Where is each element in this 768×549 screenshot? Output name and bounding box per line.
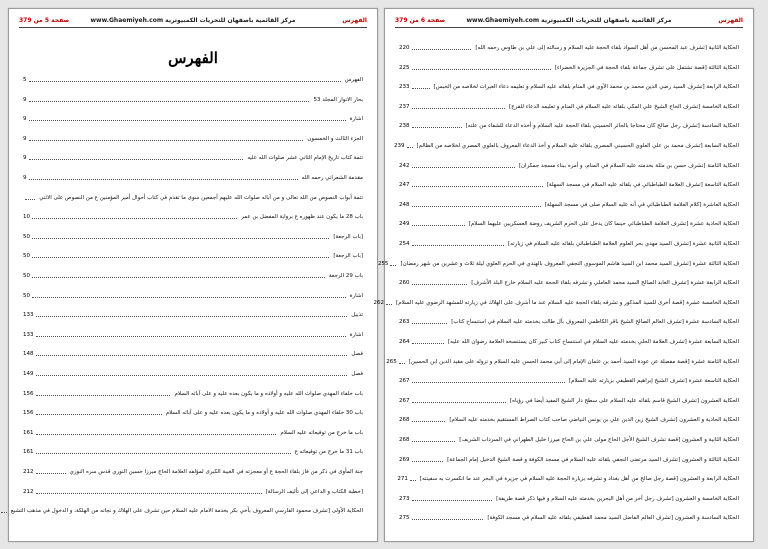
toc-entry[interactable] xyxy=(23,371,363,378)
dot-leader xyxy=(36,453,291,454)
toc-entry[interactable] xyxy=(399,417,739,424)
toc-entry-page: 269 xyxy=(399,456,410,463)
dot-leader xyxy=(412,108,506,109)
toc-entry-page: 156 xyxy=(23,390,34,397)
site-name: مركز القائمية باصفهان للتحريات الكمبيوترية www.Ghaemiyeh.com xyxy=(466,17,672,24)
dot-leader xyxy=(29,101,310,102)
dot-leader xyxy=(412,519,484,520)
dot-leader xyxy=(29,120,346,121)
toc-entry-page: 265 xyxy=(386,358,397,365)
toc-entry-title: الحكاية الحادية و العشرون [تشرف الشيخ زين الدين علي بن يونس البياضي صاحب كتاب الصراط المستقيم بخدمته عليه السلام] xyxy=(449,417,739,424)
toc-entry-title: باب ما خرج من توقيعاته عليه السلام xyxy=(280,429,363,436)
toc-entry-title: فصل xyxy=(351,351,363,358)
toc-entry-page: 212 xyxy=(23,488,34,495)
toc-entry-page: 149 xyxy=(23,371,34,377)
toc-entry-title: الحكاية الثامنة [تشرف حسن بن مثلة بخدمته عليه السلام في المنام، و أمره ببناء مسجد جمكران] xyxy=(518,162,739,169)
toc-entry-page: 247 xyxy=(399,182,410,189)
toc-entry-page: 268 xyxy=(399,437,410,443)
toc-entry[interactable] xyxy=(23,195,363,202)
dot-leader xyxy=(412,69,551,70)
dot-leader xyxy=(412,167,515,168)
toc-entry-page: 220 xyxy=(399,45,410,51)
toc-entry-page: 10 xyxy=(23,214,30,221)
toc-entry[interactable] xyxy=(399,496,739,503)
toc-entry-page: 248 xyxy=(399,201,410,208)
toc-entry-title: الحكاية السابعة [تشرف محمد بن علي العلوي الحسيني المصري بلقائه عليه السلام و أخذ الدعاء المعروف بالعلوي المصري لخلاصه من الظالم] xyxy=(416,143,739,149)
toc-entry-page: 9 xyxy=(23,116,27,123)
toc-entry-title: تتمة كتاب تاريخ الإمام الثاني عشر صلوات الله عليه xyxy=(247,155,363,162)
toc-entry[interactable] xyxy=(23,410,363,417)
toc-entry[interactable] xyxy=(399,398,739,405)
toc-entry-page: 268 xyxy=(399,417,410,424)
toc-entry-title: الحكاية العاشرة [كلام العلامة الطباطبائي في أنه عليه السلام صلى في مسجد السهلة] xyxy=(544,201,739,208)
dot-leader xyxy=(29,159,244,160)
dot-leader xyxy=(36,395,171,396)
page-title: الفهرس xyxy=(168,49,218,67)
toc-entry-page: 50 xyxy=(23,292,30,299)
dot-leader xyxy=(36,473,66,474)
toc-entry-title: الحكاية الخامسة و العشرون [تشرف رجل آخر من أهل البحرين بخدمته عليه السلام و فيها ذكر قصة طريفة] xyxy=(496,495,739,502)
dot-leader xyxy=(36,355,348,356)
dot-leader xyxy=(29,140,304,141)
toc-entry[interactable] xyxy=(399,378,739,385)
dot-leader xyxy=(412,343,445,344)
toc-entry[interactable] xyxy=(399,339,739,346)
page-left xyxy=(8,8,378,542)
toc-entry-title: تتمة أبواب النصوص من الله تعالى و من آبائه صلوات الله عليهم أجمعين سوى ما تقدم في كتاب أحوال أمير المؤمنين ع من النصوص على الاثني xyxy=(39,194,363,201)
site-name: مركز القائمية باصفهان للتحريات الكمبيوترية www.Ghaemiyeh.com xyxy=(90,17,296,24)
toc-entry-page: 50 xyxy=(23,233,30,240)
toc-entry-title: الحكاية الثامنة عشرة [قصة مفصلة عن عودة السيد أحمد بن عثمان الإمام إلى أبي محمد الحسن عليه السلام و نزوله على مقيد الدين ابن الحسين] xyxy=(408,358,739,365)
toc-entry-title: الحكاية الثالثة [قصة تشتمل على تشرف جماعة بلقاء الحجة في الجزيرة الخضراء] xyxy=(554,64,739,71)
toc-entry-title: الحكاية الثانية و العشرون [قصة تشرف الشيخ الأجل الحاج مولى علي بن الحاج ميرزا خليل الطهراني في السرداب الشريف] xyxy=(459,437,739,443)
dot-leader xyxy=(399,363,405,364)
toc-entry-page: 267 xyxy=(399,397,410,404)
toc-entry[interactable] xyxy=(399,123,739,130)
toc-entry[interactable] xyxy=(399,182,739,189)
toc-entry-title: تذييل xyxy=(351,312,363,319)
toc-entry[interactable] xyxy=(23,449,363,456)
toc-entry[interactable] xyxy=(23,97,363,104)
toc-entry-title: جنة المأوى في ذكر من فاز بلقاء الحجة ع أو معجزته في الغيبة الكبرى لمؤلفه العلامة الحاج ميرزا حسين النوري قدس سره النوري xyxy=(69,469,363,475)
toc-entry[interactable] xyxy=(399,45,739,52)
toc-entry[interactable] xyxy=(23,293,363,300)
toc-entry-title: مقدمة الشعراني رحمه الله xyxy=(301,175,363,181)
toc-entry[interactable] xyxy=(23,351,363,358)
dot-leader xyxy=(25,199,35,200)
dot-leader xyxy=(36,336,346,337)
toc-entry-title: باب 31 ما خرج من توقيعاته ع xyxy=(294,449,363,456)
toc-entry-title: الحكاية السادسة عشرة [تشرف العالم الصالح الشيخ باقر الكاظمي المعروف بآل طالب بخدمته عليه السلام في استنساخ كتاب] xyxy=(451,319,739,326)
toc-entry-page: 267 xyxy=(399,378,410,385)
toc-entry-page: 9 xyxy=(23,155,27,162)
toc-entry-page: 233 xyxy=(399,84,410,91)
toc-entry-title: بحار الانوار المجلد 53 xyxy=(313,96,363,103)
dot-leader xyxy=(412,88,430,89)
toc-list xyxy=(10,9,363,541)
toc-entry-title: الحكاية السادسة [تشرف رجل صالح كان محتاجا بالحائر الحسيني بلقاء الحجة عليه السلام و أخذه الدعاء للشفاء من علته] xyxy=(465,123,739,130)
toc-entry[interactable] xyxy=(399,65,739,72)
dot-leader xyxy=(32,297,346,298)
toc-entry-page: 50 xyxy=(23,273,30,279)
toc-entry-page: 9 xyxy=(23,175,27,181)
dot-leader xyxy=(412,284,468,285)
toc-entry-title: باب 28 ما يكون عند ظهوره ع برواية المفضل بن عمر xyxy=(241,214,363,221)
toc-entry-page: 275 xyxy=(399,515,410,522)
toc-entry-title: الحكاية الأولى [تشرف محمود الفارسي المعروف بأخي بكر بخدمة الامام عليه السلام حين تشرف على الهلاك و نجاته من الهلكة، و الدخول في مذهب التشيع xyxy=(10,508,363,515)
dot-leader xyxy=(412,206,541,207)
toc-entry[interactable] xyxy=(394,143,739,150)
toc-entry-page: 161 xyxy=(23,449,34,456)
toc-entry-page: 264 xyxy=(399,339,410,345)
toc-entry[interactable] xyxy=(23,234,363,241)
dot-leader xyxy=(29,179,298,180)
toc-list xyxy=(373,9,739,541)
toc-entry-title: الحكاية العشرون [تشرف الشيخ قاسم بلقائه عليه السلام على سطح دار الشيخ المفيد أيضا في رؤياه] xyxy=(510,397,739,404)
toc-entry-title: الجزء الثالث و الخمسون xyxy=(307,135,363,142)
page-number: صفحة 6 من 379 xyxy=(395,17,446,24)
toc-entry[interactable] xyxy=(399,104,739,111)
toc-entry-page: 249 xyxy=(399,221,410,228)
toc-entry-title: الحكاية الثالثة و العشرون [تشرف السيد مرتضى النجفي بلقائه عليه السلام في مسجد الكوفة و قصة الشيخ الدخيل إمام الجماعة] xyxy=(447,456,739,463)
dot-leader xyxy=(412,245,505,246)
toc-entry[interactable] xyxy=(399,84,739,91)
toc-entry[interactable] xyxy=(23,332,363,339)
toc-entry-page: 242 xyxy=(399,162,410,169)
dot-leader xyxy=(412,402,507,403)
toc-entry[interactable] xyxy=(23,77,363,84)
toc-entry[interactable] xyxy=(399,241,739,248)
toc-entry-title: باب خلفاء المهدي صلوات الله عليه و أولاده و ما يكون بعده عليه و على آبائه السلام xyxy=(174,390,363,397)
dot-leader xyxy=(412,225,465,226)
toc-entry-title: الحكاية الثانية [تشرف عبد المحسن من أهل السواد بلقاء الحجة عليه السلام و رسالته إلى علي بن طاوس رحمه الله] xyxy=(475,45,739,51)
toc-entry[interactable] xyxy=(399,202,739,209)
toc-entry-title: الحكاية السادسة و العشرون [تشرف العالم الفاضل السيد محمد القطيفي بلقائه عليه السلام في مسجد الكوفة] xyxy=(487,515,739,522)
dot-leader xyxy=(36,375,348,376)
toc-entry-title: الحكاية الرابعة عشرة [تشرف العابد الصالح السيد محمد العاملي و تشرفه بلقاء الحجة عليه السلام خارج البلد الأشرف] xyxy=(471,280,739,287)
dot-leader xyxy=(36,414,162,415)
toc-entry-page: 133 xyxy=(23,312,34,319)
toc-entry[interactable] xyxy=(399,437,739,444)
toc-entry-title: الحكاية التاسعة [تشرف العلامة الطباطبائي في بلقائه عليه السلام في مسجد السهلة] xyxy=(546,182,739,189)
toc-entry[interactable] xyxy=(399,457,739,464)
toc-entry-page: 212 xyxy=(23,469,34,475)
toc-entry-title: فصل xyxy=(351,371,363,377)
toc-entry-title: [باب الرجعة] xyxy=(333,253,363,260)
dot-leader xyxy=(32,218,237,219)
dot-leader xyxy=(412,500,493,501)
dot-leader xyxy=(1,512,7,513)
toc-entry-page: 238 xyxy=(399,123,410,130)
toc-entry[interactable] xyxy=(399,515,739,522)
toc-entry[interactable] xyxy=(23,136,363,143)
toc-entry[interactable] xyxy=(23,312,363,319)
toc-entry[interactable] xyxy=(10,508,363,515)
toc-entry[interactable] xyxy=(399,319,739,326)
toc-entry-title: الحكاية السابعة عشرة [تشرف العلامة الحلي بخدمته عليه السلام في استنساخ كتاب كبير كان يستنسخه العلامة رضوان الله عليه] xyxy=(448,339,739,345)
toc-entry[interactable] xyxy=(399,476,739,483)
dot-leader xyxy=(386,304,392,305)
dot-leader xyxy=(390,265,396,266)
toc-entry-title: اشارة xyxy=(349,116,363,123)
toc-entry-title: الحكاية التاسعة عشرة [تشرف الشيخ إبراهيم القطيفي بزيارته عليه السلام] xyxy=(568,378,739,385)
toc-entry[interactable] xyxy=(23,273,363,280)
toc-entry-title: الحكاية الرابعة [تشرف السيد رضي الدين محمد بن محمد الآوي في المنام بلقائه عليه السلام و تعليمه دعاء العبرات لخلاصه من الحبس] xyxy=(433,84,739,91)
toc-entry[interactable] xyxy=(23,253,363,260)
toc-entry[interactable] xyxy=(23,391,363,398)
toc-entry[interactable] xyxy=(377,260,739,268)
dot-leader xyxy=(32,238,329,239)
toc-entry[interactable] xyxy=(23,469,363,476)
dot-leader xyxy=(412,323,448,324)
toc-entry-page: 273 xyxy=(399,495,410,502)
toc-entry-title: الحكاية الحادية عشرة [تشرف العلامة الطباطبائي حينما كان يدخل على الحرم الشريف روضة العسكريين عليهما السلام] xyxy=(468,221,739,228)
toc-entry-title: الحكاية الخامسة [تشرف الحاج الشيخ علي المكي بلقائه عليه السلام في المنام و تعليمه الدعاء للفرج] xyxy=(509,103,739,110)
dot-leader xyxy=(410,480,416,481)
dot-leader xyxy=(36,316,348,317)
dot-leader xyxy=(36,434,277,435)
dot-leader xyxy=(412,382,565,383)
toc-entry[interactable] xyxy=(23,175,363,182)
toc-entry-title: [باب الرجعة] xyxy=(333,233,363,240)
toc-entry-page: 225 xyxy=(399,64,410,71)
toc-entry-page: 161 xyxy=(23,429,34,436)
dot-leader xyxy=(412,127,462,128)
toc-entry[interactable] xyxy=(23,430,363,437)
toc-entry-page: 9 xyxy=(23,135,27,142)
toc-entry-page: 148 xyxy=(23,351,34,358)
dot-leader xyxy=(412,49,472,50)
toc-entry[interactable] xyxy=(386,358,739,366)
dot-leader xyxy=(407,147,413,148)
dot-leader xyxy=(36,493,262,494)
toc-entry-page: 133 xyxy=(23,331,34,338)
toc-entry-title: الحكاية الرابعة و العشرون [قصة رجل صالح من أهل بغداد و تشرفه بزيارة الحجة عليه السلام في جزيرة في البحر عند ما انكسرت به سفينته] xyxy=(419,476,739,483)
page-right xyxy=(373,8,754,542)
section-label: الفهرس xyxy=(342,17,367,24)
toc-entry-title: باب 29 الرجعة xyxy=(328,273,363,279)
toc-entry-title: الحكاية الثالثة عشرة [تشرف السيد محمد ابن السيد هاشم الموسوي النجفي المعروف بالهندي في الحرم العلوي ليلة ثلاث و عشرين من شهر رمضان] xyxy=(400,260,739,267)
toc-entry-page: 260 xyxy=(399,280,410,287)
toc-entry-page: 9 xyxy=(23,96,27,103)
toc-entry-page: 239 xyxy=(394,143,405,149)
toc-entry-title: [خطبة الكتاب و الداعي إلى تأليف الرسالة] xyxy=(265,488,363,495)
dot-leader xyxy=(412,461,444,462)
dot-leader xyxy=(412,441,456,442)
toc-entry[interactable] xyxy=(23,116,363,123)
toc-entry[interactable] xyxy=(399,280,739,287)
toc-entry-page: 254 xyxy=(399,241,410,247)
toc-entry-title: الحكاية الثانية عشرة [تشرف السيد مهدي بحر العلوم العلامة الطباطبائي بلقائه عليه السلام في زيارته] xyxy=(508,241,739,247)
toc-entry[interactable] xyxy=(23,214,363,221)
section-label: الفهرس xyxy=(718,17,743,24)
dot-leader xyxy=(412,186,543,187)
dot-leader xyxy=(412,421,446,422)
toc-entry-page: 271 xyxy=(397,476,408,483)
toc-entry-page: 156 xyxy=(23,410,34,417)
toc-entry-page: 262 xyxy=(373,299,385,306)
toc-entry[interactable] xyxy=(399,163,739,170)
toc-entry[interactable] xyxy=(23,155,363,162)
toc-entry-page: 237 xyxy=(399,103,410,110)
toc-entry-title: اشارة xyxy=(349,331,363,338)
toc-entry[interactable] xyxy=(399,221,739,228)
toc-entry-page: 50 xyxy=(23,253,30,260)
toc-entry-page: 255 xyxy=(377,260,389,267)
dot-leader xyxy=(32,277,325,278)
toc-entry-title: الفهرس xyxy=(344,77,363,83)
toc-entry[interactable] xyxy=(373,299,739,307)
toc-entry-title: باب 30 خلفاء المهدي صلوات الله عليه و أولاده و ما يكون بعده عليه و على آبائه السلام xyxy=(165,410,363,417)
toc-entry-page: 5 xyxy=(23,77,27,83)
toc-entry[interactable] xyxy=(23,489,363,496)
toc-entry-page: 263 xyxy=(399,319,410,326)
dot-leader xyxy=(29,81,341,82)
toc-entry-title: اشارة xyxy=(349,292,363,299)
toc-entry-title: الحكاية الخامسة عشرة [قصة أخرى للسيد المذكور و تشرفه بلقاء الحجة عليه السلام عند ما أشرف على الهلاك في زيارته للمشهد الرضوي عليه السلام] xyxy=(396,299,739,306)
dot-leader xyxy=(32,257,329,258)
page-number: صفحة 5 من 379 xyxy=(19,17,70,24)
